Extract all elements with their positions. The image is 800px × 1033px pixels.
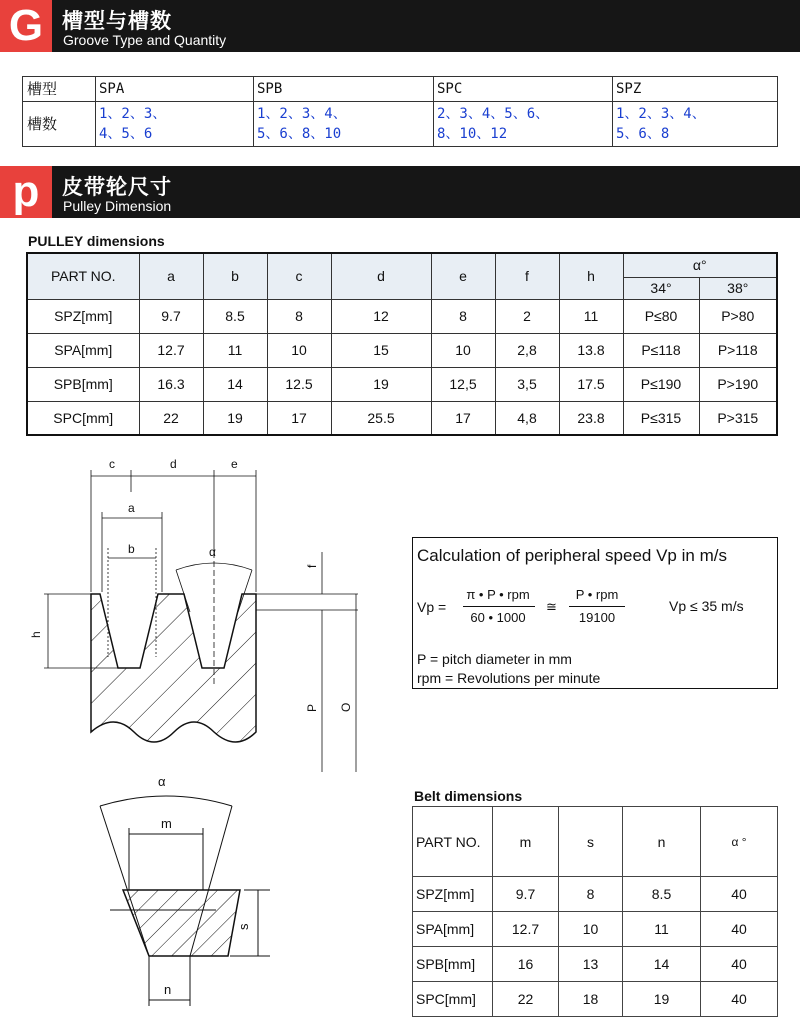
- row-header-type: 槽型: [23, 77, 96, 102]
- table-row: [413, 982, 778, 1017]
- part-no-cell: SPZ[mm]: [27, 299, 139, 333]
- table-row: [27, 299, 777, 333]
- label-belt-alpha: α: [158, 774, 166, 789]
- col-header: α °: [701, 807, 778, 877]
- table-row: [27, 401, 777, 435]
- value-cell: 16: [493, 947, 559, 982]
- value-cell: 9.7: [139, 299, 203, 333]
- type-cell: SPB: [254, 77, 434, 102]
- value-cell: 22: [139, 401, 203, 435]
- value-cell: P≤190: [623, 367, 699, 401]
- label-c: c: [109, 457, 115, 471]
- value-cell: P>80: [699, 299, 777, 333]
- col-header: n: [623, 807, 701, 877]
- groove-section-header: [0, 0, 800, 52]
- section-badge-p: p: [0, 166, 52, 218]
- groove-table: [22, 76, 778, 147]
- formula-den2: 19100: [578, 610, 616, 625]
- value-cell: P>190: [699, 367, 777, 401]
- formula-limit: Vp ≤ 35 m/s: [669, 598, 744, 614]
- value-cell: 17: [267, 401, 331, 435]
- value-cell: 8: [559, 877, 623, 912]
- pulley-caption: PULLEY dimensions: [28, 233, 165, 249]
- value-cell: P≤315: [623, 401, 699, 435]
- value-cell: 8.5: [623, 877, 701, 912]
- groove-profile-diagram: [0, 452, 400, 782]
- value-cell: 18: [559, 982, 623, 1017]
- formula-title: Calculation of peripheral speed Vp in m/s: [417, 546, 727, 565]
- value-cell: 23.8: [559, 401, 623, 435]
- part-no-cell: SPA[mm]: [413, 912, 493, 947]
- belt-dimensions-table: [412, 806, 778, 1017]
- type-cell: SPZ: [613, 77, 778, 102]
- pulley-section-header: [0, 166, 800, 218]
- part-no-cell: SPB[mm]: [413, 947, 493, 982]
- label-s: s: [236, 923, 251, 930]
- col-header: c: [267, 253, 331, 299]
- part-no-cell: SPC[mm]: [413, 982, 493, 1017]
- value-cell: 13: [559, 947, 623, 982]
- count-cell: 2、3、4、5、6、 8、10、12: [434, 102, 613, 147]
- value-cell: 2,8: [495, 333, 559, 367]
- count-cell: 1、2、3、 4、5、6: [96, 102, 254, 147]
- value-cell: 12,5: [431, 367, 495, 401]
- pulley-dimensions-table: [26, 252, 778, 436]
- value-cell: 11: [559, 299, 623, 333]
- value-cell: 2: [495, 299, 559, 333]
- formula-num2: P • rpm: [575, 587, 619, 602]
- col-header: d: [331, 253, 431, 299]
- formula-approx: ≅: [546, 599, 557, 614]
- value-cell: 17: [431, 401, 495, 435]
- formula-den1: 60 • 1000: [470, 610, 526, 625]
- value-cell: 8: [267, 299, 331, 333]
- row-header-count: 槽数: [23, 102, 96, 147]
- pulley-title-cn: 皮带轮尺寸: [62, 175, 172, 199]
- table-row: [413, 877, 778, 912]
- groove-count-row: [23, 102, 778, 147]
- col-header-34: 34°: [623, 277, 699, 299]
- value-cell: 40: [701, 912, 778, 947]
- value-cell: 25.5: [331, 401, 431, 435]
- label-d: d: [170, 457, 177, 471]
- label-e: e: [231, 457, 238, 471]
- table-row: [27, 367, 777, 401]
- legend-rpm: rpm = Revolutions per minute: [417, 670, 601, 686]
- value-cell: 12: [331, 299, 431, 333]
- pulley-header-row: [27, 253, 777, 277]
- part-no-cell: SPC[mm]: [27, 401, 139, 435]
- value-cell: P≤118: [623, 333, 699, 367]
- label-alpha: α: [209, 545, 216, 559]
- col-header: s: [559, 807, 623, 877]
- groove-title-en: Groove Type and Quantity: [63, 32, 227, 48]
- value-cell: 10: [559, 912, 623, 947]
- value-cell: 11: [623, 912, 701, 947]
- value-cell: 16.3: [139, 367, 203, 401]
- fraction-bar: [569, 606, 625, 607]
- label-o: O: [339, 702, 353, 712]
- label-n: n: [164, 982, 172, 997]
- label-m: m: [161, 816, 172, 831]
- value-cell: 12.7: [493, 912, 559, 947]
- value-cell: 19: [623, 982, 701, 1017]
- value-cell: 19: [203, 401, 267, 435]
- value-cell: 15: [331, 333, 431, 367]
- label-a: a: [128, 501, 135, 515]
- value-cell: 3,5: [495, 367, 559, 401]
- col-header: PART NO.: [413, 807, 493, 877]
- table-row: [413, 947, 778, 982]
- label-h: h: [29, 631, 43, 638]
- legend-pitch: P = pitch diameter in mm: [417, 651, 572, 667]
- table-row: [413, 912, 778, 947]
- value-cell: 8: [431, 299, 495, 333]
- value-cell: 19: [331, 367, 431, 401]
- value-cell: P>118: [699, 333, 777, 367]
- value-cell: 8.5: [203, 299, 267, 333]
- fraction-bar: [463, 606, 535, 607]
- value-cell: 14: [203, 367, 267, 401]
- formula-box: [412, 537, 778, 689]
- groove-title-cn: 槽型与槽数: [62, 9, 172, 33]
- formula-num1: π • P • rpm: [466, 587, 530, 602]
- part-no-cell: SPZ[mm]: [413, 877, 493, 912]
- value-cell: P>315: [699, 401, 777, 435]
- col-header: e: [431, 253, 495, 299]
- value-cell: 11: [203, 333, 267, 367]
- value-cell: 40: [701, 982, 778, 1017]
- value-cell: 9.7: [493, 877, 559, 912]
- count-cell: 1、2、3、4、 5、6、8: [613, 102, 778, 147]
- value-cell: 17.5: [559, 367, 623, 401]
- type-cell: SPA: [96, 77, 254, 102]
- count-cell: 1、2、3、4、 5、6、8、10: [254, 102, 434, 147]
- value-cell: P≤80: [623, 299, 699, 333]
- belt-caption: Belt dimensions: [414, 788, 523, 804]
- value-cell: 10: [431, 333, 495, 367]
- value-cell: 40: [701, 877, 778, 912]
- col-header: m: [493, 807, 559, 877]
- label-p: P: [305, 703, 319, 712]
- col-header-38: 38°: [699, 277, 777, 299]
- value-cell: 14: [623, 947, 701, 982]
- value-cell: 10: [267, 333, 331, 367]
- table-row: [27, 333, 777, 367]
- belt-header-row: [413, 807, 778, 877]
- groove-type-row: [23, 77, 778, 102]
- value-cell: 13.8: [559, 333, 623, 367]
- value-cell: 12.5: [267, 367, 331, 401]
- type-cell: SPC: [434, 77, 613, 102]
- col-header: PART NO.: [27, 253, 139, 299]
- col-header: a: [139, 253, 203, 299]
- value-cell: 22: [493, 982, 559, 1017]
- col-header: b: [203, 253, 267, 299]
- value-cell: 40: [701, 947, 778, 982]
- part-no-cell: SPB[mm]: [27, 367, 139, 401]
- col-header-alpha: α°: [623, 253, 777, 277]
- belt-profile-diagram: [80, 770, 290, 1030]
- section-badge-g: G: [0, 0, 52, 52]
- col-header: h: [559, 253, 623, 299]
- label-b: b: [128, 542, 135, 556]
- part-no-cell: SPA[mm]: [27, 333, 139, 367]
- value-cell: 4,8: [495, 401, 559, 435]
- value-cell: 12.7: [139, 333, 203, 367]
- pulley-title-en: Pulley Dimension: [63, 198, 172, 214]
- col-header: f: [495, 253, 559, 299]
- formula-lhs: Vp =: [417, 599, 447, 615]
- label-f: f: [305, 564, 319, 568]
